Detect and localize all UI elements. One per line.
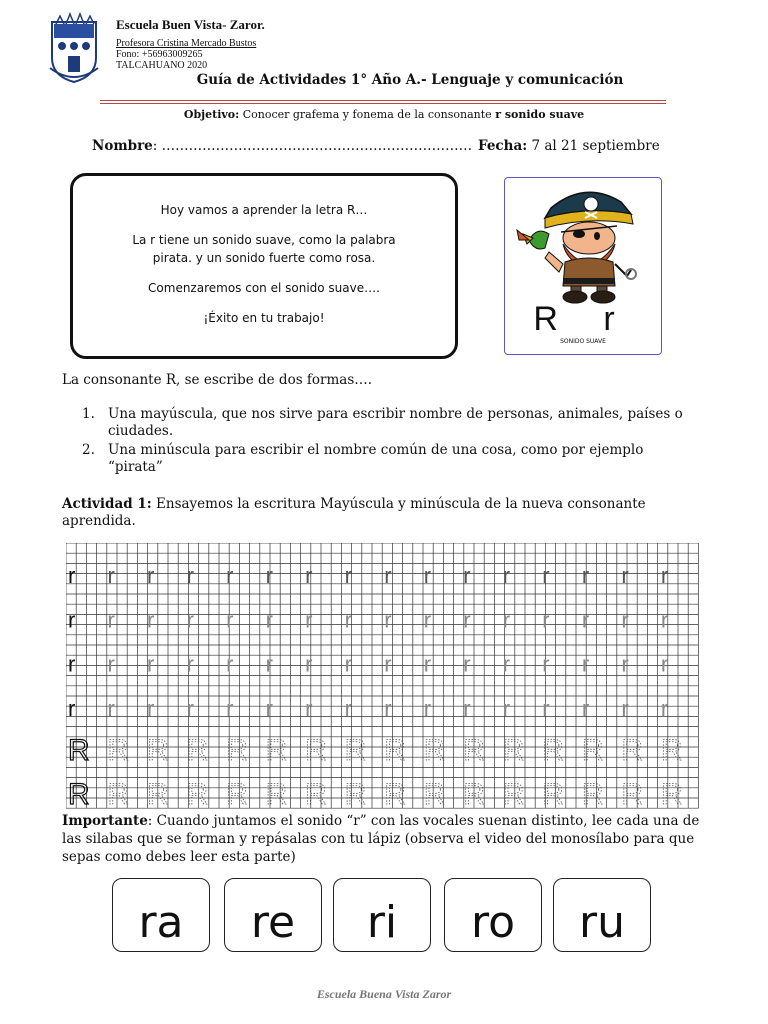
practice-letter: R bbox=[581, 734, 604, 767]
practice-letter: R bbox=[305, 778, 327, 812]
practice-letter: R bbox=[147, 778, 169, 812]
practice-letter: r bbox=[186, 563, 194, 589]
speech-bubble bbox=[70, 173, 458, 359]
date-value: 7 al 21 septiembre bbox=[527, 138, 660, 154]
practice-letter: r bbox=[581, 651, 590, 677]
practice-letter: r bbox=[423, 563, 432, 589]
syllable-card-ri: ri bbox=[333, 878, 431, 952]
speech-line-2: La r tiene un sonido suave, como la palabra bbox=[132, 233, 396, 247]
practice-letter: R bbox=[265, 734, 288, 767]
practice-letter: R bbox=[660, 734, 683, 767]
practice-letter: r bbox=[147, 607, 155, 633]
practice-letter: r bbox=[463, 563, 471, 589]
practice-letter: R bbox=[68, 734, 90, 767]
objective-label: Objetivo: bbox=[183, 108, 240, 121]
practice-letter: r bbox=[265, 651, 273, 677]
practice-letter: r bbox=[344, 563, 353, 589]
page-title: Guía de Actividades 1° Año A.- Lenguaje y comunicación bbox=[196, 72, 624, 88]
practice-letter: r bbox=[621, 695, 629, 721]
practice-letter: r bbox=[344, 651, 353, 677]
list-item bbox=[82, 406, 702, 440]
practice-letter: R bbox=[384, 734, 406, 767]
practice-letter: R bbox=[502, 734, 525, 767]
practice-letter: r bbox=[305, 695, 313, 721]
practice-letter: r bbox=[621, 563, 629, 589]
practice-letter: r bbox=[542, 563, 550, 589]
activity-1 bbox=[62, 496, 712, 530]
card-caption: SONIDO SUAVE bbox=[560, 338, 606, 345]
practice-letter: r bbox=[147, 651, 155, 677]
practice-letter: R bbox=[186, 778, 209, 812]
list-number: 1. bbox=[82, 406, 95, 422]
practice-letter: r bbox=[186, 651, 194, 677]
practice-letter: r bbox=[305, 607, 313, 633]
practice-letter: r bbox=[68, 563, 76, 589]
syllable-card-ru: ru bbox=[553, 878, 651, 952]
speech-line-3: pirata. y un sonido fuerte como rosa. bbox=[152, 251, 376, 265]
practice-letter: r bbox=[660, 563, 669, 589]
practice-letter: r bbox=[502, 563, 511, 589]
practice-letter: r bbox=[68, 651, 76, 677]
practice-letter: R bbox=[265, 778, 288, 812]
title-divider bbox=[100, 100, 666, 101]
practice-letter: R bbox=[542, 778, 564, 812]
practice-letter: r bbox=[265, 607, 273, 633]
practice-letter: R bbox=[423, 734, 446, 767]
name-label: Nombre bbox=[92, 138, 153, 154]
list-number: 2. bbox=[82, 442, 95, 458]
list-text: Una mayúscula, que nos sirve para escribir nombre de personas, animales, países o ciudades. bbox=[108, 406, 683, 439]
practice-letter: r bbox=[542, 695, 550, 721]
practice-letter: R bbox=[463, 734, 485, 767]
important-note bbox=[62, 812, 722, 866]
speech-line-5: ¡Éxito en tu trabajo! bbox=[203, 311, 325, 325]
practice-letter: r bbox=[107, 651, 115, 677]
practice-letter: R bbox=[423, 778, 446, 812]
speech-line-1: Hoy vamos a aprender la letra R… bbox=[160, 203, 368, 217]
activity-1-label: Actividad 1: bbox=[62, 496, 152, 512]
important-label: Importante bbox=[62, 813, 148, 829]
practice-letter: r bbox=[581, 607, 590, 633]
practice-letter: r bbox=[463, 607, 471, 633]
practice-letter: r bbox=[463, 651, 471, 677]
objective bbox=[0, 108, 768, 121]
practice-letter: r bbox=[226, 607, 234, 633]
card-letters: R r bbox=[533, 300, 633, 338]
practice-letter: r bbox=[423, 695, 432, 721]
practice-letter: R bbox=[226, 778, 248, 812]
practice-letter: R bbox=[542, 734, 564, 767]
objective-highlight: r sonido suave bbox=[495, 108, 585, 121]
page-footer: Escuela Buena Vista Zaror bbox=[316, 987, 452, 1001]
practice-letter: r bbox=[660, 607, 669, 633]
practice-letter: R bbox=[384, 778, 406, 812]
practice-letter: r bbox=[660, 695, 669, 721]
practice-letter: R bbox=[107, 734, 130, 767]
syllable-card-ra: ra bbox=[112, 878, 210, 952]
practice-letter: r bbox=[581, 695, 590, 721]
practice-letter: r bbox=[344, 695, 353, 721]
practice-letter: R bbox=[344, 734, 367, 767]
practice-letter: r bbox=[502, 651, 511, 677]
practice-letter: R bbox=[344, 778, 367, 812]
syllable-card-re: re bbox=[224, 878, 322, 952]
list-item bbox=[82, 442, 702, 476]
date-label: Fecha: bbox=[478, 138, 528, 154]
practice-letter: R bbox=[463, 778, 485, 812]
practice-letter: R bbox=[660, 778, 683, 812]
practice-letter: r bbox=[186, 607, 194, 633]
pirate-illustration bbox=[515, 182, 653, 304]
practice-letter: R bbox=[226, 734, 248, 767]
practice-letter: r bbox=[423, 607, 432, 633]
practice-letter: r bbox=[107, 695, 115, 721]
practice-letter: r bbox=[147, 563, 155, 589]
practice-letter: r bbox=[107, 563, 115, 589]
school-city: TALCAHUANO 2020 bbox=[116, 60, 208, 71]
practice-letter: R bbox=[581, 778, 604, 812]
practice-letter: r bbox=[621, 651, 629, 677]
practice-letter: r bbox=[621, 607, 629, 633]
speech-line-4: Comenzaremos con el sonido suave…. bbox=[148, 281, 380, 295]
school-name: Escuela Buen Vista- Zaror. bbox=[116, 17, 265, 32]
rules-list bbox=[82, 406, 702, 478]
practice-letter: R bbox=[68, 778, 90, 812]
intro-text: La consonante R, se escribe de dos formas…. bbox=[62, 372, 373, 388]
practice-letter: r bbox=[542, 607, 550, 633]
school-phone: Fono: +56963009265 bbox=[116, 49, 203, 60]
practice-letter: R bbox=[147, 734, 169, 767]
name-field[interactable] bbox=[92, 138, 472, 154]
practice-letter: R bbox=[502, 778, 525, 812]
practice-letter: r bbox=[107, 607, 115, 633]
practice-letter: r bbox=[502, 607, 511, 633]
practice-letter: R bbox=[621, 734, 644, 767]
name-blank: : …………………………………………………………… bbox=[152, 138, 473, 154]
list-text: Una minúscula para escribir el nombre común de una cosa, como por ejemplo “pirata” bbox=[108, 442, 644, 475]
practice-letter: r bbox=[384, 651, 392, 677]
practice-letter: r bbox=[305, 563, 313, 589]
objective-text: Conocer grafema y fonema de la consonante bbox=[239, 108, 496, 121]
pirate-card bbox=[504, 177, 662, 355]
practice-letter: r bbox=[226, 651, 234, 677]
practice-letter: R bbox=[621, 778, 644, 812]
practice-letter: R bbox=[186, 734, 209, 767]
practice-letter: r bbox=[147, 695, 155, 721]
syllable-card-ro: ro bbox=[444, 878, 542, 952]
practice-letter: r bbox=[344, 607, 353, 633]
practice-letter: R bbox=[107, 778, 130, 812]
grid-lines bbox=[66, 543, 698, 808]
title-divider-secondary bbox=[100, 103, 666, 104]
practice-letter: r bbox=[68, 695, 76, 721]
practice-letter: r bbox=[226, 563, 234, 589]
practice-letter: r bbox=[463, 695, 471, 721]
practice-letter: R bbox=[305, 734, 327, 767]
teacher-name: Profesora Cristina Mercado Bustos bbox=[116, 38, 257, 49]
practice-letter: r bbox=[226, 695, 234, 721]
practice-grid[interactable] bbox=[66, 543, 706, 813]
practice-letter: r bbox=[384, 607, 392, 633]
practice-letter: r bbox=[581, 563, 590, 589]
important-text: : Cuando juntamos el sonido “r” con las vocales suenan distinto, lee cada una de las silabas que se forman y repásalas con tu lápiz (observa el video del monosílabo para que sepas como debes leer esta parte) bbox=[62, 813, 700, 865]
practice-letter: r bbox=[384, 563, 392, 589]
practice-letter: r bbox=[186, 695, 194, 721]
practice-letter: r bbox=[542, 651, 550, 677]
practice-letter: r bbox=[423, 651, 432, 677]
practice-letter: r bbox=[305, 651, 313, 677]
practice-letter: r bbox=[265, 695, 273, 721]
practice-letter: r bbox=[68, 607, 76, 633]
practice-letter: r bbox=[502, 695, 511, 721]
practice-letter: r bbox=[384, 695, 392, 721]
activity-1-text: Ensayemos la escritura Mayúscula y minúscula de la nueva consonante aprendida. bbox=[62, 496, 646, 529]
date-field bbox=[478, 138, 660, 154]
practice-letter: r bbox=[265, 563, 273, 589]
practice-letter: r bbox=[660, 651, 669, 677]
